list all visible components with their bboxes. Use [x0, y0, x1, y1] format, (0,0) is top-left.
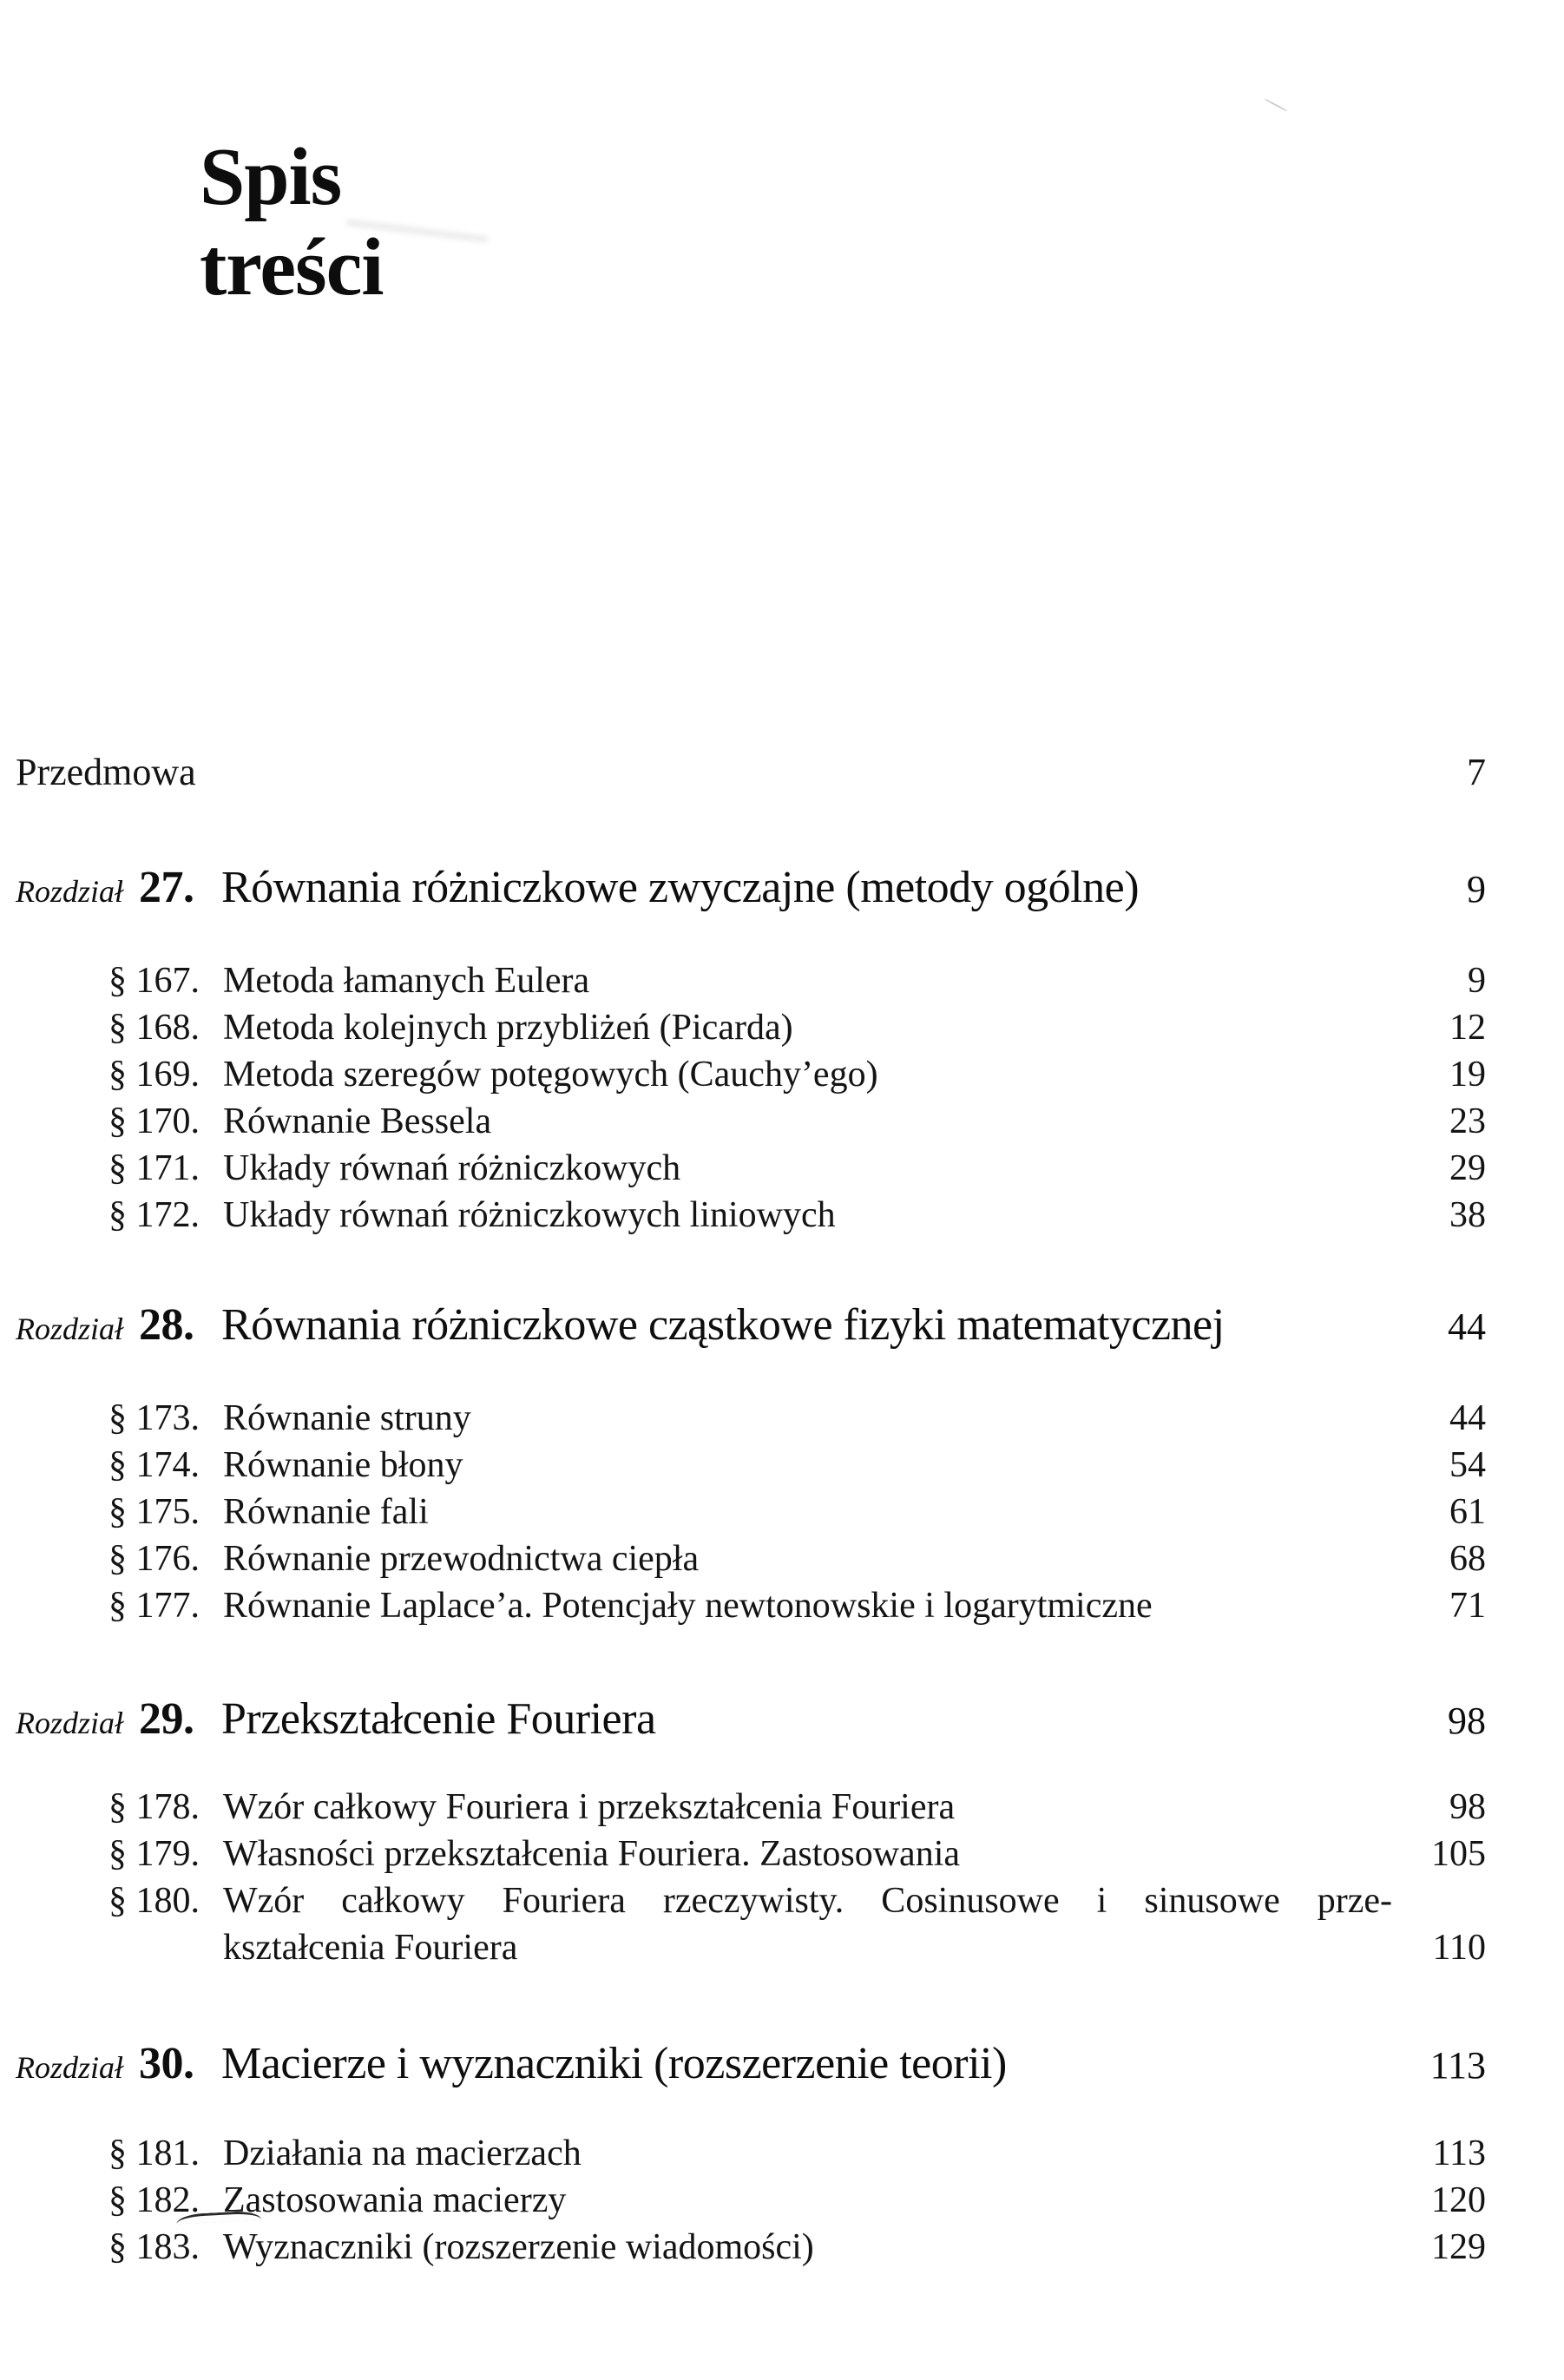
page-number: 129 — [1431, 2227, 1486, 2267]
chapter-title: Przekształcenie Fouriera — [221, 1694, 656, 1744]
chapter-title: Równania różniczkowe zwyczajne (metody ogólne) — [221, 863, 1140, 912]
section-title-line2: kształcenia Fouriera — [223, 1928, 518, 1968]
section-row — [108, 1582, 1486, 1629]
page-number: 54 — [1449, 1445, 1486, 1485]
section-title: Równanie Laplace’a. Potencjały newtonowskie i logarytmiczne — [223, 1586, 1153, 1626]
section-number: § 176. — [108, 1539, 200, 1579]
section-title-multiline — [223, 1877, 1486, 1971]
section-title: Metoda szeregów potęgowych (Cauchy’ego) — [223, 1055, 878, 1095]
section-title: Wyznaczniki (rozszerzenie wiadomości) — [223, 2227, 814, 2267]
section-row — [108, 2224, 1486, 2271]
section-number: § 182. — [108, 2180, 200, 2220]
page-number: 113 — [1429, 2044, 1486, 2087]
section-title: Własności przekształcenia Fouriera. Zastosowania — [223, 1834, 961, 1874]
chapter-number: 27. — [139, 863, 194, 912]
chapter-label: Rozdział — [16, 874, 124, 909]
chapter-number: 29. — [139, 1694, 194, 1744]
page-content — [0, 132, 1564, 2271]
page-number: 7 — [1467, 751, 1486, 793]
section-title: Układy równań różniczkowych liniowych — [223, 1195, 836, 1235]
page-number: 44 — [1449, 1398, 1486, 1438]
section-row — [108, 1395, 1486, 1442]
section-number: § 173. — [108, 1398, 200, 1438]
page-number: 19 — [1449, 1055, 1486, 1095]
chapter-row-29 — [16, 1695, 1486, 1747]
page-number: 9 — [1467, 868, 1486, 911]
section-list-29 — [16, 1784, 1486, 1971]
section-number: § 180. — [108, 1881, 200, 1921]
section-row — [108, 1831, 1486, 1877]
page-number: 38 — [1449, 1195, 1486, 1235]
section-list-27 — [16, 957, 1486, 1239]
section-row — [108, 2130, 1486, 2177]
section-number: § 172. — [108, 1195, 200, 1235]
section-row — [108, 1004, 1486, 1051]
page-number: 12 — [1449, 1008, 1486, 1048]
section-list-30 — [16, 2130, 1486, 2271]
section-title-line1: Wzór całkowy Fouriera rzeczywisty. Cosinusowe i sinusowe prze- — [223, 1881, 1392, 1921]
section-number: § 177. — [108, 1586, 200, 1626]
page-number: 120 — [1431, 2180, 1486, 2220]
chapter-title: Równania różniczkowe cząstkowe fizyki matematycznej — [221, 1300, 1225, 1350]
section-title: Równanie struny — [223, 1398, 471, 1438]
chapter-number: 30. — [139, 2039, 194, 2088]
page-number: 98 — [1449, 1787, 1486, 1827]
section-number: § 171. — [108, 1148, 200, 1188]
section-row-wrapped — [108, 1877, 1486, 1971]
page-number: 9 — [1468, 961, 1486, 1001]
section-title: Wzór całkowy Fouriera i przekształcenia Fouriera — [223, 1787, 956, 1827]
section-row — [108, 1051, 1486, 1098]
section-title-continuation-row — [223, 1924, 1486, 1971]
page-number: 29 — [1449, 1148, 1486, 1188]
page-number: 44 — [1448, 1305, 1486, 1348]
section-title: Równanie fali — [223, 1492, 429, 1532]
page-number: 23 — [1449, 1101, 1486, 1141]
chapter-row-27 — [16, 864, 1486, 916]
section-row — [108, 1784, 1486, 1831]
page-number: 113 — [1432, 2133, 1486, 2173]
chapter-row-28 — [16, 1301, 1486, 1353]
section-list-28 — [16, 1395, 1486, 1629]
section-title: Działania na macierzach — [223, 2133, 582, 2173]
section-title: Metoda łamanych Eulera — [223, 961, 590, 1001]
section-title: Równanie przewodnictwa ciepła — [223, 1539, 700, 1579]
section-row — [108, 957, 1486, 1004]
chapter-label: Rozdział — [16, 1706, 124, 1740]
section-number: § 178. — [108, 1787, 200, 1827]
section-number: § 174. — [108, 1445, 200, 1485]
page-number: 105 — [1431, 1834, 1486, 1874]
section-title: Równanie błony — [223, 1445, 463, 1485]
page-number: 110 — [1432, 1928, 1486, 1968]
chapter-row-30 — [16, 2040, 1486, 2092]
section-number: § 179. — [108, 1834, 200, 1874]
section-row — [108, 2177, 1486, 2224]
section-row — [108, 1145, 1486, 1192]
section-title: Zastosowania macierzy — [223, 2180, 567, 2220]
page-title-line2: treści — [200, 222, 384, 312]
section-row — [108, 1442, 1486, 1489]
page-number: 61 — [1449, 1492, 1486, 1532]
page-number: 68 — [1449, 1539, 1486, 1579]
section-title: Równanie Bessela — [223, 1101, 492, 1141]
section-row — [108, 1098, 1486, 1145]
preface-label: Przedmowa — [16, 751, 196, 793]
section-row — [108, 1535, 1486, 1582]
section-row — [108, 1489, 1486, 1535]
chapter-title: Macierze i wyznaczniki (rozszerzenie teorii) — [221, 2039, 1007, 2088]
section-number: § 181. — [108, 2133, 200, 2173]
toc-entry-preface — [16, 749, 1486, 796]
section-number: § 167. — [108, 961, 200, 1001]
chapter-number: 28. — [139, 1300, 194, 1350]
section-row — [108, 1192, 1486, 1239]
chapter-label: Rozdział — [16, 2050, 124, 2085]
section-number: § 169. — [108, 1055, 200, 1095]
page-title — [200, 132, 1486, 312]
page-number: 98 — [1448, 1700, 1486, 1742]
section-number: § 170. — [108, 1101, 200, 1141]
page-title-line1: Spis — [200, 132, 342, 222]
page-number: 71 — [1449, 1586, 1486, 1626]
section-number: § 168. — [108, 1008, 200, 1048]
section-title: Układy równań różniczkowych — [223, 1148, 681, 1188]
section-title: Metoda kolejnych przybliżeń (Picarda) — [223, 1008, 793, 1048]
scan-artifact-squiggle — [1264, 98, 1287, 112]
chapter-label: Rozdział — [16, 1312, 124, 1346]
section-number: § 183. — [108, 2227, 200, 2267]
section-number: § 175. — [108, 1492, 200, 1532]
